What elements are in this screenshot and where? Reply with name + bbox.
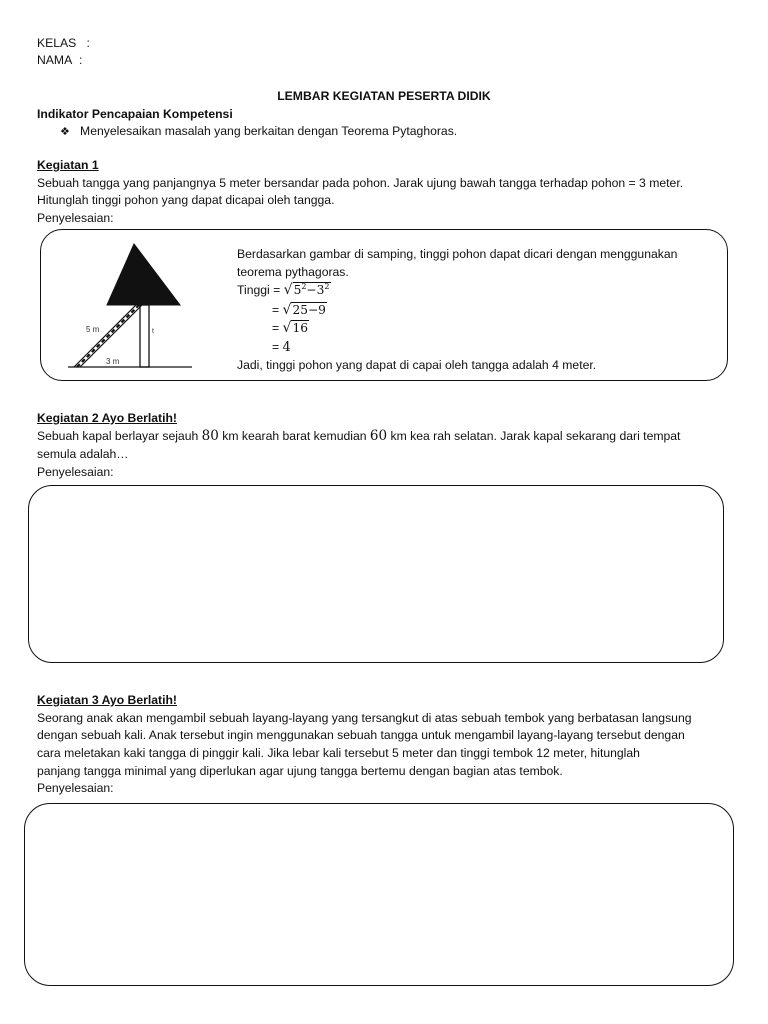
- indikator-item: ❖ Menyelesaikan masalah yang berkaitan dengan Teorema Pytaghoras.: [60, 124, 458, 138]
- kegiatan3-text-line3: cara meletakan kaki tangga di pinggir kali. Jika lebar kali tersebut 5 meter dan tinggi tembok 12 meter, hitunglah: [37, 746, 640, 760]
- kegiatan1-text-line2: Hitunglah tinggi pohon yang dapat dicapai oleh tangga.: [37, 193, 335, 207]
- label-base: 3 m: [106, 357, 120, 366]
- kegiatan3-answer-box[interactable]: [24, 803, 734, 986]
- kelas-label: KELAS :: [37, 36, 90, 50]
- solution-line1: Berdasarkan gambar di samping, tinggi pohon dapat dicari dengan menggunakan: [237, 247, 678, 261]
- label-height: t: [152, 328, 154, 335]
- kegiatan2-heading: Kegiatan 2 Ayo Berlatih!: [37, 411, 177, 425]
- kegiatan2-text-line2: semula adalah…: [37, 447, 129, 461]
- kegiatan2-answer-box[interactable]: [28, 485, 724, 663]
- kegiatan3-penyelesaian: Penyelesaian:: [37, 781, 114, 795]
- solution-line2: teorema pythagoras.: [237, 265, 349, 279]
- kegiatan3-text-line2: dengan sebuah kali. Anak tersebut ingin menggunakan sebuah tangga untuk mengambil layang-layang tersebut dengan: [37, 728, 685, 742]
- solution-step4: = 4: [272, 340, 291, 355]
- tree-crown: [107, 244, 180, 305]
- tree-trunk: [140, 305, 149, 367]
- kegiatan1-heading: Kegiatan 1: [37, 158, 99, 172]
- kegiatan3-heading: Kegiatan 3 Ayo Berlatih!: [37, 693, 177, 707]
- solution-conclusion: Jadi, tinggi pohon yang dapat di capai oleh tangga adalah 4 meter.: [237, 358, 597, 372]
- solution-step1: Tinggi = $√5^2-3^2$: [237, 281, 330, 298]
- solution-step2: = √25−9: [272, 302, 326, 318]
- kegiatan1-penyelesaian: Penyelesaian:: [37, 211, 114, 225]
- diamond-bullet-icon: ❖: [60, 125, 70, 138]
- page-title: LEMBAR KEGIATAN PESERTA DIDIK: [277, 89, 491, 103]
- kegiatan2-penyelesaian: Penyelesaian:: [37, 465, 114, 479]
- kegiatan2-text-line1: Sebuah kapal berlayar sejauh 80 km kearah barat kemudian 60 km kea rah selatan. Jarak kapal sekarang dari tempat: [37, 428, 681, 444]
- kegiatan1-text-line1: Sebuah tangga yang panjangnya 5 meter bersandar pada pohon. Jarak ujung bawah tangga terhadap pohon = 3 meter.: [37, 176, 684, 190]
- solution-step3: = √16: [272, 320, 308, 336]
- nama-label: NAMA :: [37, 53, 83, 67]
- tree-ladder-figure: [60, 238, 200, 372]
- kegiatan3-text-line1: Seorang anak akan mengambil sebuah layang-layang yang tersangkut di atas sebuah tembok yang berbatasan langsung: [37, 711, 692, 725]
- kegiatan3-text-line4: panjang tangga minimal yang diperlukan agar ujung tangga bertemu dengan bagian atas tembok.: [37, 764, 563, 778]
- indikator-heading: Indikator Pencapaian Kompetensi: [37, 107, 233, 121]
- label-ladder: 5 m: [86, 325, 100, 334]
